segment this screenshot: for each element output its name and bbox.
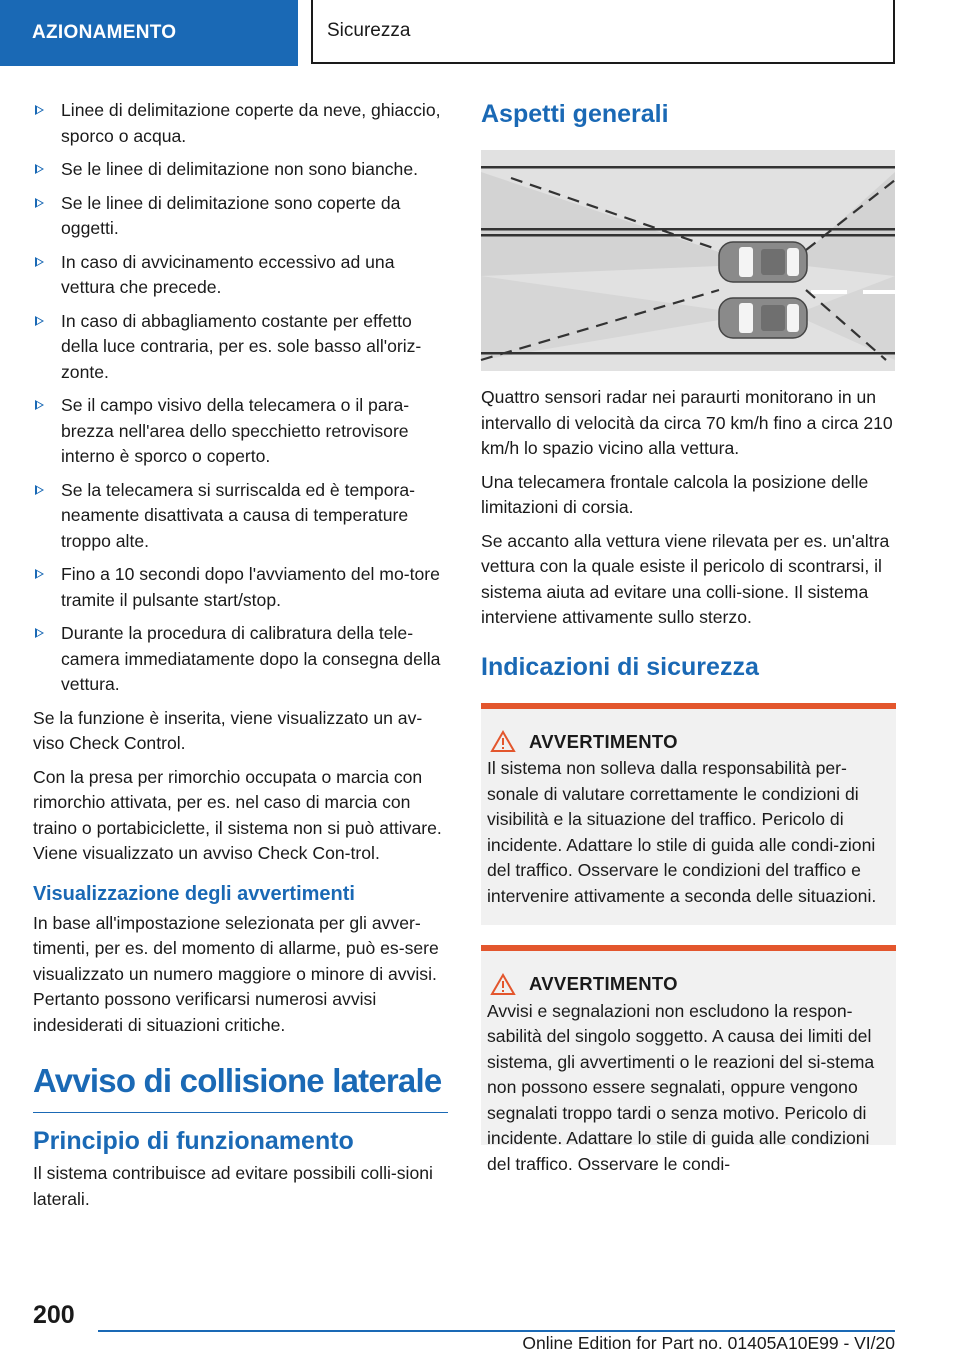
car-icon [719, 298, 807, 338]
condition-list [33, 98, 448, 698]
body-paragraph: Se accanto alla vettura viene rilevata per es. un'altra vettura con la quale esiste il pericolo di scontrarsi, il sistema aiuta ad evitare una colli-sione. Il sistema interviene attivamente sullo sterzo. [481, 530, 890, 627]
list-item: In caso di avvicinamento eccessivo ad una vettura che precede. [33, 250, 448, 301]
body-paragraph: Con la presa per rimorchio occupata o marcia con rimorchio attivata, per es. nel caso di marcia con traino o portabiciclette, il sistema non si può attivare. Viene visualizzato un avviso Check Con-trol. [33, 766, 442, 863]
list-item: Se il campo visivo della telecamera o il para-brezza nell'area dello specchietto retrovisore interno è sporco o coperto. [33, 393, 448, 470]
footer-divider [98, 1330, 895, 1332]
list-item: Se le linee di delimitazione non sono bianche. [33, 157, 448, 183]
body-paragraph: In base all'impostazione selezionata per gli avver-timenti, per es. del momento di allarme, può es-sere visualizzato un numero maggiore o minore di avvisi. Pertanto possono verificarsi numerosi avvisi indesiderati di situazioni critiche. [33, 912, 439, 1035]
list-item: Linee di delimitazione coperte da neve, ghiaccio, sporco o acqua. [33, 98, 448, 149]
warning-text: Avvisi e segnalazioni non escludono la respon-sabilità del singolo soggetto. A causa dei limiti del sistema, gli avvertimenti o le reazioni del si-stema non possono essere segnalati, oppure vengono segnalati troppo tardi o senza motivo. Pericolo di incidente. Adattare lo stile di guida alle condizioni del traffico. Osservare le condi- [487, 1000, 875, 1174]
triangle-bullet-icon [35, 198, 44, 208]
warning-text: Il sistema non solleva dalla responsabilità per-sonale di valutare correttamente le condizioni di visibilità e la situazione del traffico. Pericolo di incidente. Adattare lo stile di guida alle condi-zioni del traffico. Osservare le condizioni del traffico e intervenire attivamente a seconda delle situazioni. [487, 758, 877, 906]
right-column [481, 98, 896, 1174]
body-paragraph: Una telecamera frontale calcola la posizione delle limitazioni di corsia. [481, 471, 869, 517]
car-icon [719, 242, 807, 282]
body-paragraph: Il sistema contribuisce ad evitare possibili colli-sioni laterali. [33, 1163, 433, 1209]
triangle-bullet-icon [35, 257, 44, 267]
section-heading-side-collision: Avviso di collisione laterale [33, 1060, 448, 1113]
triangle-bullet-icon [35, 316, 44, 326]
list-item: Fino a 10 secondi dopo l'avviamento del mo-tore tramite il pulsante start/stop. [33, 562, 448, 613]
body-paragraph: Se la funzione è inserita, viene visualizzato un av-viso Check Control. [33, 707, 423, 753]
edition-label: Online Edition for Part no. 01405A10E99 - VI/20 [522, 1333, 895, 1353]
warning-title: AVVERTIMENTO [487, 971, 888, 997]
triangle-bullet-icon [35, 400, 44, 410]
warning-box [481, 703, 896, 926]
triangle-bullet-icon [35, 105, 44, 115]
chapter-title: Sicurezza [311, 0, 895, 64]
left-column [33, 98, 448, 1220]
list-item: Durante la procedura di calibratura della tele-camera immediatamente dopo la consegna della vettura. [33, 621, 448, 698]
subheading-safety: Indicazioni di sicurezza [481, 652, 759, 681]
radar-coverage-illustration [481, 150, 895, 371]
road-diagram [481, 150, 895, 371]
subheading-principle: Principio di funzionamento [33, 1127, 354, 1155]
triangle-bullet-icon [35, 569, 44, 579]
triangle-bullet-icon [35, 485, 44, 495]
list-item: Se le linee di delimitazione sono coperte da oggetti. [33, 191, 448, 242]
warning-triangle-icon [491, 973, 515, 995]
triangle-bullet-icon [35, 164, 44, 174]
triangle-bullet-icon [35, 628, 44, 638]
page-number: 200 [33, 1301, 75, 1329]
subheading-general: Aspetti generali [481, 100, 669, 128]
body-paragraph: Quattro sensori radar nei paraurti monitorano in un intervallo di velocità da circa 70 km/h fino a circa 210 km/h lo spazio vicino alla vettura. [481, 387, 893, 458]
warning-title: AVVERTIMENTO [487, 729, 888, 755]
list-item: In caso di abbagliamento costante per effetto della luce contraria, per es. sole basso all'oriz-zonte. [33, 309, 448, 386]
subheading-warnings-display: Visualizzazione degli avvertimenti [33, 882, 355, 905]
warning-triangle-icon [491, 730, 515, 752]
page-header [0, 0, 960, 66]
section-tab[interactable]: AZIONAMENTO [0, 0, 298, 66]
warning-box [481, 945, 896, 1174]
list-item: Se la telecamera si surriscalda ed è tempora-neamente disattivata a causa di temperature troppo alte. [33, 478, 448, 555]
